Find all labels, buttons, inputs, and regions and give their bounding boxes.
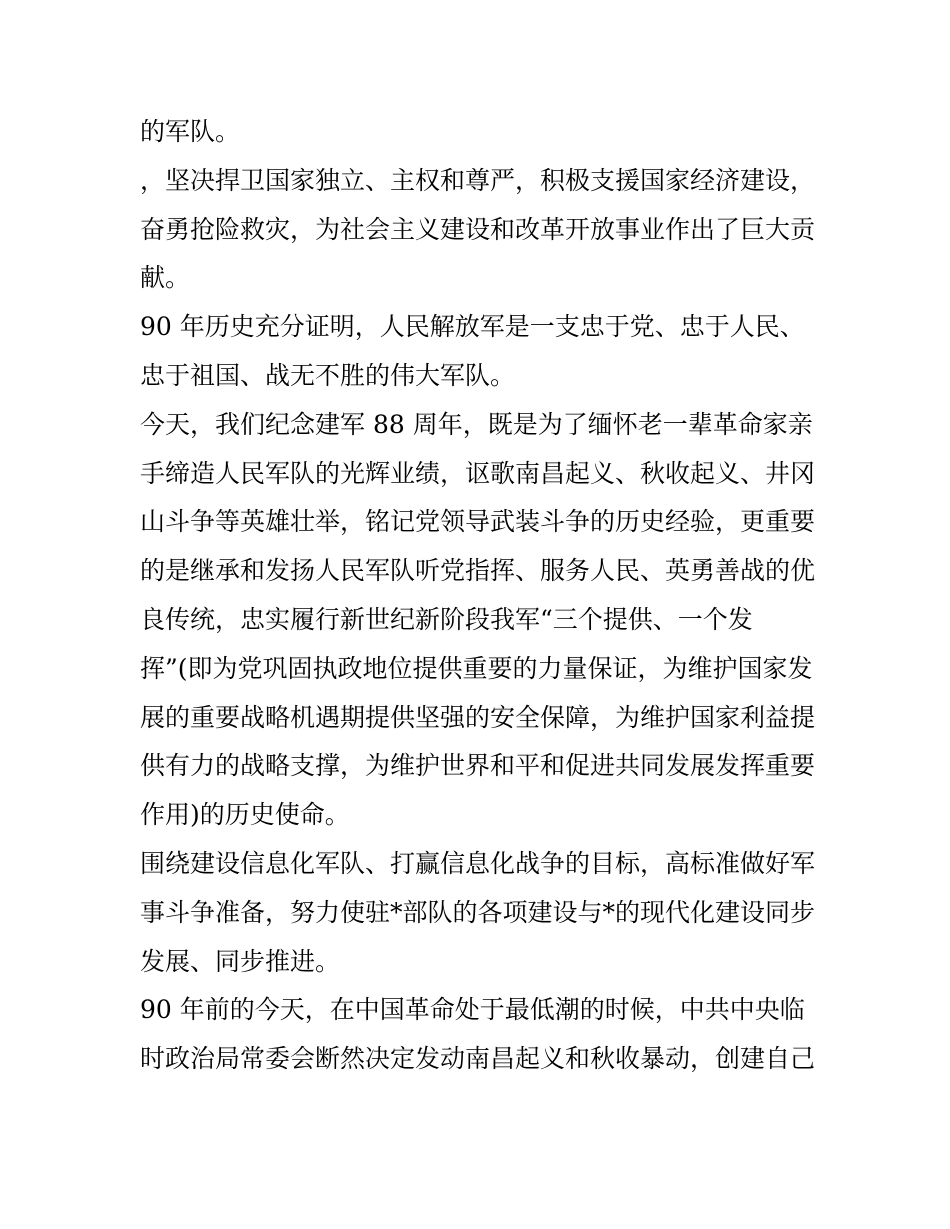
text-line: 奋勇抢险救灾，为社会主义建设和改革开放事业作出了巨大贡 bbox=[140, 214, 816, 244]
text-line: 展的重要战略机遇期提供坚强的安全保障，为维护国家利益提 bbox=[140, 702, 816, 732]
text-line: 事斗争准备，努力使驻*部队的各项建设与*的现代化建设同步 bbox=[140, 897, 816, 927]
text-line: 发展、同步推进。 bbox=[140, 946, 341, 976]
text-line: 忠于祖国、战无不胜的伟大军队。 bbox=[140, 360, 516, 390]
text-line: 时政治局常委会断然决定发动南昌起义和秋收暴动，创建自己 bbox=[140, 1044, 816, 1074]
text-line: 献。 bbox=[140, 263, 191, 293]
document-body bbox=[140, 108, 820, 1084]
text-line: 的军队。 bbox=[140, 117, 241, 146]
text-line: 90 年历史充分证明，人民解放军是一支忠于党、忠于人民、 bbox=[140, 312, 805, 342]
text-line: 挥”(即为党巩固执政地位提供重要的力量保证，为维护国家发 bbox=[140, 653, 813, 683]
text-line: 作用)的历史使命。 bbox=[140, 800, 350, 830]
text-line: 山斗争等英雄壮举，铭记党领导武装斗争的历史经验，更重要 bbox=[140, 507, 816, 537]
text-line: 的是继承和发扬人民军队听党指挥、服务人民、英勇善战的优 bbox=[140, 556, 816, 586]
text-line: 90 年前的今天，在中国革命处于最低潮的时候，中共中央临 bbox=[140, 995, 805, 1025]
text-line: 手缔造人民军队的光辉业绩，讴歌南昌起义、秋收起义、井冈 bbox=[140, 458, 816, 488]
text-line: 今天，我们纪念建军 88 周年，既是为了缅怀老一辈革命家亲 bbox=[140, 409, 813, 439]
text-line: 供有力的战略支撑，为维护世界和平和促进共同发展发挥重要 bbox=[140, 751, 816, 781]
text-line: 围绕建设信息化军队、打赢信息化战争的目标，高标准做好军 bbox=[140, 848, 816, 878]
text-line: ，坚决捍卫国家独立、主权和尊严，积极支援国家经济建设， bbox=[140, 165, 816, 195]
text-line: 良传统，忠实履行新世纪新阶段我军“三个提供、一个发 bbox=[140, 604, 753, 634]
